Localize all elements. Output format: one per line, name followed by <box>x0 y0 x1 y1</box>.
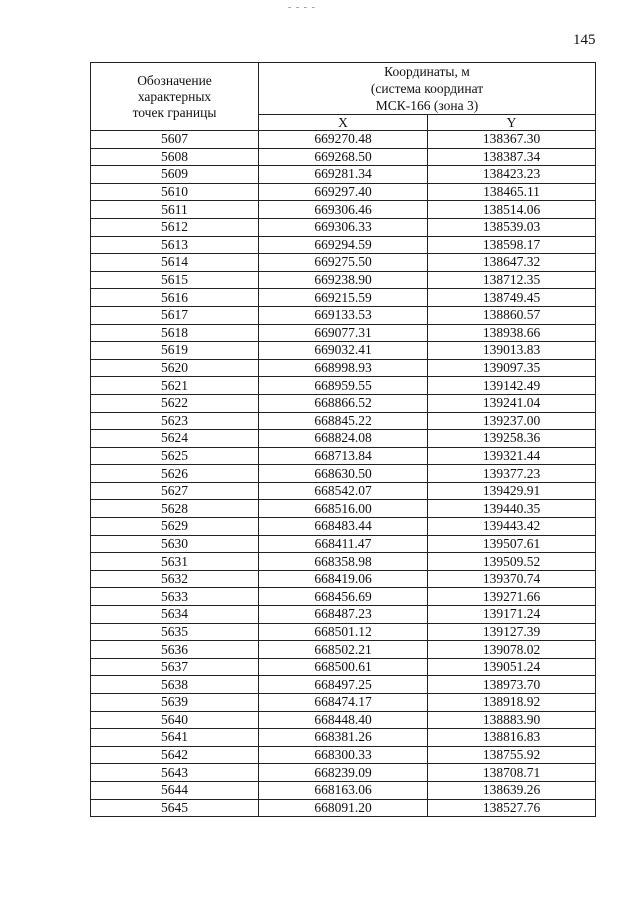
point-id-cell: 5632 <box>91 570 259 588</box>
x-coordinate-cell: 668381.26 <box>259 729 428 747</box>
x-coordinate-cell: 668630.50 <box>259 465 428 483</box>
x-coordinate-cell: 668456.69 <box>259 588 428 606</box>
point-id-cell: 5612 <box>91 218 259 236</box>
y-coordinate-cell: 139258.36 <box>428 430 596 448</box>
table-row <box>91 482 596 500</box>
x-coordinate-cell: 668866.52 <box>259 394 428 412</box>
y-column-header: Y <box>428 115 596 131</box>
table-row <box>91 729 596 747</box>
point-column-header <box>91 63 259 131</box>
table-row <box>91 781 596 799</box>
point-id-cell: 5621 <box>91 377 259 395</box>
table-row <box>91 570 596 588</box>
table-row <box>91 606 596 624</box>
point-id-cell: 5637 <box>91 658 259 676</box>
y-coordinate-cell: 139142.49 <box>428 377 596 395</box>
y-coordinate-cell: 139241.04 <box>428 394 596 412</box>
table-row <box>91 623 596 641</box>
point-id-cell: 5616 <box>91 289 259 307</box>
point-id-cell: 5635 <box>91 623 259 641</box>
table-row <box>91 447 596 465</box>
table-row <box>91 183 596 201</box>
table-row <box>91 218 596 236</box>
coordinates-column-header <box>259 63 596 115</box>
table-row <box>91 306 596 324</box>
y-coordinate-cell: 139051.24 <box>428 658 596 676</box>
point-id-cell: 5608 <box>91 148 259 166</box>
x-coordinate-cell: 668959.55 <box>259 377 428 395</box>
y-coordinate-cell: 138387.34 <box>428 148 596 166</box>
point-id-cell: 5619 <box>91 342 259 360</box>
point-header-line-3: точек границы <box>132 104 217 120</box>
table-body <box>91 131 596 817</box>
x-coordinate-cell: 668845.22 <box>259 412 428 430</box>
y-coordinate-cell: 138465.11 <box>428 183 596 201</box>
x-coordinate-cell: 668713.84 <box>259 447 428 465</box>
coordinates-table <box>90 62 596 817</box>
y-coordinate-cell: 139097.35 <box>428 359 596 377</box>
x-coordinate-cell: 669306.33 <box>259 218 428 236</box>
point-id-cell: 5614 <box>91 254 259 272</box>
x-coordinate-cell: 668358.98 <box>259 553 428 571</box>
table-row <box>91 588 596 606</box>
x-coordinate-cell: 669077.31 <box>259 324 428 342</box>
y-coordinate-cell: 138539.03 <box>428 218 596 236</box>
x-coordinate-cell: 669297.40 <box>259 183 428 201</box>
x-coordinate-cell: 669306.46 <box>259 201 428 219</box>
table-row <box>91 465 596 483</box>
y-coordinate-cell: 139429.91 <box>428 482 596 500</box>
point-id-cell: 5633 <box>91 588 259 606</box>
x-coordinate-cell: 668502.21 <box>259 641 428 659</box>
x-coordinate-cell: 669238.90 <box>259 271 428 289</box>
table-row <box>91 553 596 571</box>
table-row <box>91 764 596 782</box>
x-column-header: X <box>259 115 428 131</box>
table-row <box>91 342 596 360</box>
x-coordinate-cell: 668501.12 <box>259 623 428 641</box>
x-coordinate-cell: 668300.33 <box>259 746 428 764</box>
coords-header-line-2: (система координат <box>370 81 484 96</box>
coords-header-line-3: МСК-166 (зона 3) <box>375 98 479 113</box>
y-coordinate-cell: 138816.83 <box>428 729 596 747</box>
table-row <box>91 518 596 536</box>
point-id-cell: 5634 <box>91 606 259 624</box>
y-coordinate-cell: 138938.66 <box>428 324 596 342</box>
y-coordinate-cell: 138598.17 <box>428 236 596 254</box>
x-coordinate-cell: 668516.00 <box>259 500 428 518</box>
point-id-cell: 5624 <box>91 430 259 448</box>
x-coordinate-cell: 668411.47 <box>259 535 428 553</box>
point-id-cell: 5630 <box>91 535 259 553</box>
table-row <box>91 694 596 712</box>
x-coordinate-cell: 669294.59 <box>259 236 428 254</box>
point-id-cell: 5609 <box>91 166 259 184</box>
y-coordinate-cell: 138860.57 <box>428 306 596 324</box>
x-coordinate-cell: 668474.17 <box>259 694 428 712</box>
table-row <box>91 394 596 412</box>
table-row <box>91 377 596 395</box>
y-coordinate-cell: 139237.00 <box>428 412 596 430</box>
x-coordinate-cell: 669032.41 <box>259 342 428 360</box>
table-row <box>91 166 596 184</box>
table-row <box>91 359 596 377</box>
table-row <box>91 658 596 676</box>
table-row <box>91 289 596 307</box>
x-coordinate-cell: 668500.61 <box>259 658 428 676</box>
table-row <box>91 676 596 694</box>
point-id-cell: 5618 <box>91 324 259 342</box>
point-id-cell: 5641 <box>91 729 259 747</box>
table-row <box>91 711 596 729</box>
x-coordinate-cell: 668998.93 <box>259 359 428 377</box>
x-coordinate-cell: 668483.44 <box>259 518 428 536</box>
y-coordinate-cell: 138755.92 <box>428 746 596 764</box>
point-header-line-1: Обозначение <box>137 72 212 88</box>
y-coordinate-cell: 139507.61 <box>428 535 596 553</box>
y-coordinate-cell: 139271.66 <box>428 588 596 606</box>
point-id-cell: 5610 <box>91 183 259 201</box>
table-row <box>91 324 596 342</box>
point-id-cell: 5627 <box>91 482 259 500</box>
table-row <box>91 500 596 518</box>
y-coordinate-cell: 138514.06 <box>428 201 596 219</box>
x-coordinate-cell: 669133.53 <box>259 306 428 324</box>
point-id-cell: 5645 <box>91 799 259 817</box>
top-mark: - - - - <box>288 2 316 13</box>
x-coordinate-cell: 668419.06 <box>259 570 428 588</box>
y-coordinate-cell: 138883.90 <box>428 711 596 729</box>
y-coordinate-cell: 138918.92 <box>428 694 596 712</box>
y-coordinate-cell: 139127.39 <box>428 623 596 641</box>
point-id-cell: 5639 <box>91 694 259 712</box>
x-coordinate-cell: 668497.25 <box>259 676 428 694</box>
x-coordinate-cell: 668542.07 <box>259 482 428 500</box>
point-header-line-2: характерных <box>137 88 212 104</box>
y-coordinate-cell: 138367.30 <box>428 131 596 149</box>
y-coordinate-cell: 139370.74 <box>428 570 596 588</box>
x-coordinate-cell: 668448.40 <box>259 711 428 729</box>
point-id-cell: 5631 <box>91 553 259 571</box>
table-row <box>91 131 596 149</box>
y-coordinate-cell: 139171.24 <box>428 606 596 624</box>
table-row <box>91 201 596 219</box>
y-coordinate-cell: 138749.45 <box>428 289 596 307</box>
table-row <box>91 641 596 659</box>
x-coordinate-cell: 668824.08 <box>259 430 428 448</box>
x-coordinate-cell: 668163.06 <box>259 781 428 799</box>
point-id-cell: 5642 <box>91 746 259 764</box>
table-row <box>91 254 596 272</box>
y-coordinate-cell: 138423.23 <box>428 166 596 184</box>
y-coordinate-cell: 139321.44 <box>428 447 596 465</box>
y-coordinate-cell: 139509.52 <box>428 553 596 571</box>
table-row <box>91 412 596 430</box>
point-id-cell: 5636 <box>91 641 259 659</box>
y-coordinate-cell: 138527.76 <box>428 799 596 817</box>
x-coordinate-cell: 669215.59 <box>259 289 428 307</box>
x-coordinate-cell: 669270.48 <box>259 131 428 149</box>
point-id-cell: 5622 <box>91 394 259 412</box>
y-coordinate-cell: 138712.35 <box>428 271 596 289</box>
table-row <box>91 799 596 817</box>
y-coordinate-cell: 138647.32 <box>428 254 596 272</box>
point-id-cell: 5615 <box>91 271 259 289</box>
table-row <box>91 271 596 289</box>
table-row <box>91 236 596 254</box>
x-coordinate-cell: 669268.50 <box>259 148 428 166</box>
table-row <box>91 430 596 448</box>
y-coordinate-cell: 139078.02 <box>428 641 596 659</box>
table-row <box>91 746 596 764</box>
x-coordinate-cell: 669275.50 <box>259 254 428 272</box>
y-coordinate-cell: 138708.71 <box>428 764 596 782</box>
point-id-cell: 5644 <box>91 781 259 799</box>
point-id-cell: 5625 <box>91 447 259 465</box>
point-id-cell: 5643 <box>91 764 259 782</box>
page-number: 145 <box>573 32 596 48</box>
y-coordinate-cell: 138973.70 <box>428 676 596 694</box>
point-id-cell: 5628 <box>91 500 259 518</box>
coords-header-line-1: Координаты, м <box>384 64 470 79</box>
x-coordinate-cell: 668239.09 <box>259 764 428 782</box>
point-id-cell: 5617 <box>91 306 259 324</box>
y-coordinate-cell: 138639.26 <box>428 781 596 799</box>
x-coordinate-cell: 668487.23 <box>259 606 428 624</box>
x-coordinate-cell: 669281.34 <box>259 166 428 184</box>
y-coordinate-cell: 139013.83 <box>428 342 596 360</box>
table-header <box>91 63 596 131</box>
point-id-cell: 5626 <box>91 465 259 483</box>
table-row <box>91 148 596 166</box>
y-coordinate-cell: 139443.42 <box>428 518 596 536</box>
point-id-cell: 5640 <box>91 711 259 729</box>
x-coordinate-cell: 668091.20 <box>259 799 428 817</box>
table-row <box>91 535 596 553</box>
point-id-cell: 5623 <box>91 412 259 430</box>
point-id-cell: 5607 <box>91 131 259 149</box>
y-coordinate-cell: 139377.23 <box>428 465 596 483</box>
point-id-cell: 5629 <box>91 518 259 536</box>
y-coordinate-cell: 139440.35 <box>428 500 596 518</box>
point-id-cell: 5611 <box>91 201 259 219</box>
point-id-cell: 5613 <box>91 236 259 254</box>
point-id-cell: 5638 <box>91 676 259 694</box>
point-id-cell: 5620 <box>91 359 259 377</box>
